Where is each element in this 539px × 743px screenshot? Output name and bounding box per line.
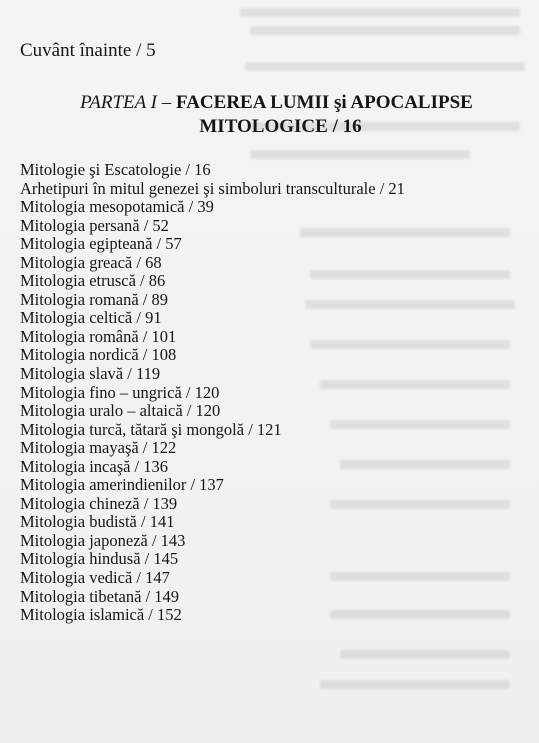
- toc-entry: Mitologia egipteană / 57: [20, 234, 182, 254]
- toc-entry: Mitologia uralo – altaică / 120: [20, 401, 221, 421]
- toc-entry: Mitologia chineză / 139: [20, 493, 178, 513]
- toc-entry: Mitologia nordică / 108: [20, 345, 177, 365]
- toc-entry: Mitologia amerindienilor / 137: [20, 475, 224, 495]
- toc-entry: Mitologia budistă / 141: [20, 512, 175, 532]
- table-of-contents: [20, 161, 405, 625]
- toc-entry: Mitologia persană / 52: [20, 215, 169, 235]
- toc-entry: Mitologia etruscă / 86: [20, 271, 166, 291]
- toc-entry: Mitologia greacă / 68: [20, 252, 162, 272]
- toc-entry: Arhetipuri în mitul genezei şi simboluri transculturale / 21: [20, 178, 405, 198]
- toc-entry: Mitologia vedică / 147: [20, 568, 170, 588]
- toc-entry: Mitologia fino – ungrică / 120: [20, 382, 220, 402]
- toc-entry: Mitologia incaşă / 136: [20, 456, 169, 476]
- toc-entry: Mitologia română / 101: [20, 326, 177, 346]
- part-title-line2: MITOLOGICE / 16: [199, 116, 362, 137]
- toc-entry: Mitologia japoneză / 143: [20, 530, 186, 550]
- part-heading-line1: [0, 91, 539, 115]
- toc-entry: Mitologia hindusă / 145: [20, 549, 179, 569]
- toc-entry: Mitologia mesopotamică / 39: [20, 197, 214, 217]
- part-separator: –: [157, 92, 177, 113]
- preface-entry: Cuvânt înainte / 5: [20, 40, 156, 61]
- toc-entry: Mitologia celtică / 91: [20, 308, 162, 328]
- toc-entry: Mitologia turcă, tătară şi mongolă / 121: [20, 419, 282, 439]
- toc-entry: Mitologie şi Escatologie / 16: [20, 160, 211, 179]
- part-title-line1: FACEREA LUMII şi APOCALIPSE: [176, 92, 473, 113]
- toc-entry: Mitologia romană / 89: [20, 289, 169, 309]
- part-heading: [0, 91, 539, 139]
- toc-entry: Mitologia mayaşă / 122: [20, 438, 177, 458]
- toc-entry: Mitologia slavă / 119: [20, 364, 161, 384]
- toc-entry: Mitologia islamică / 152: [20, 605, 182, 625]
- toc-entry: Mitologia tibetană / 149: [20, 586, 180, 606]
- part-label: PARTEA I: [80, 92, 158, 113]
